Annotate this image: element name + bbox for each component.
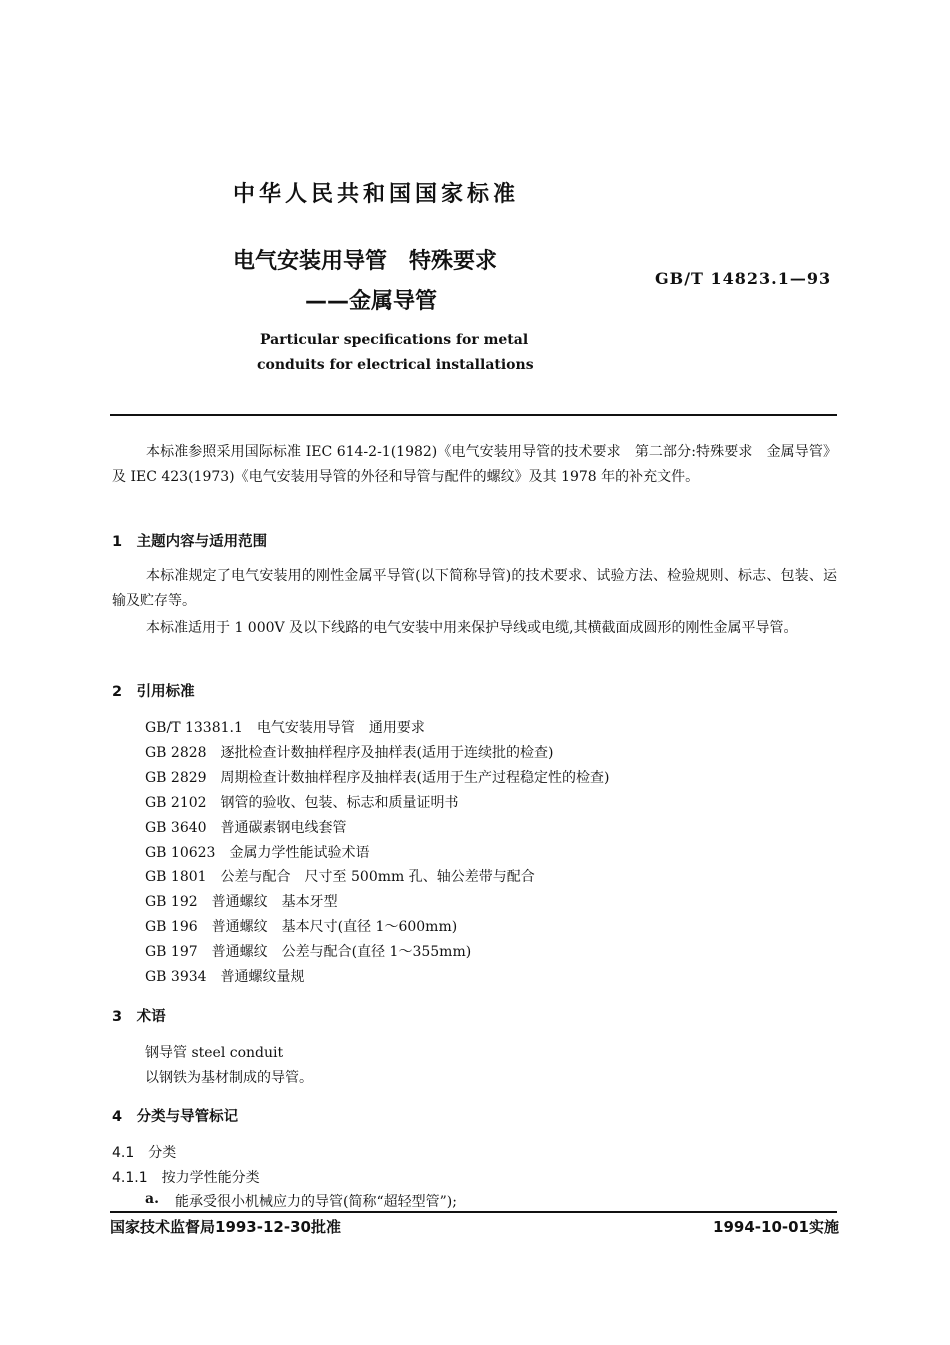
national-standard-title: 中华人民共和国国家标准 [233,182,520,207]
document-title: 电气安装用导管 特殊要求 [233,249,498,274]
section-1-paragraph-2: 本标准适用于 1 000V 及以下线路的电气安装中用来保护导线或电缆,其横截面成圆形的刚性金属平导管。 [146,620,798,636]
footer-divider [110,1211,837,1213]
standard-number: GB/T 14823.1—93 [655,269,832,288]
reference-item: GB 2829 周期检查计数抽样程序及抽样表(适用于生产过程稳定性的检查) [145,770,610,786]
implementation-date: 1994-10-01实施 [713,1218,839,1236]
reference-item: GB 192 普通螺纹 基本牙型 [145,894,338,910]
english-title-line-1: Particular specifications for metal [260,332,529,348]
reference-item: GB 3640 普通碳素钢电线套管 [145,820,347,836]
list-item-text: 能承受很小机械应力的导管(简称“超轻型管”); [175,1194,457,1210]
reference-item: GB 3934 普通螺纹量规 [145,969,305,985]
english-title-line-2: conduits for electrical installations [257,357,534,373]
section-4-heading: 4 分类与导管标记 [112,1109,239,1125]
reference-item: GB/T 13381.1 电气安装用导管 通用要求 [145,720,425,736]
approval-line: 国家技术监督局1993-12-30批准 [110,1218,341,1236]
reference-item: GB 196 普通螺纹 基本尺寸(直径 1～600mm) [145,919,458,935]
reference-item: GB 197 普通螺纹 公差与配合(直径 1～355mm) [145,944,472,960]
list-item-label: a. [145,1191,159,1207]
document-subtitle: ——金属导管 [305,289,438,314]
subsection-4-1-1: 4.1.1 按力学性能分类 [112,1170,260,1186]
header-divider [110,414,837,416]
reference-item: GB 10623 金属力学性能试验术语 [145,845,370,861]
reference-item: GB 2102 钢管的验收、包装、标志和质量证明书 [145,795,459,811]
section-1-paragraph-1: 本标准规定了电气安装用的刚性金属平导管(以下简称导管)的技术要求、试验方法、检验规则、标志、包装、运输及贮存等。 [112,568,837,609]
reference-item: GB 1801 公差与配合 尺寸至 500mm 孔、轴公差带与配合 [145,869,535,885]
term-entry: 钢导管 steel conduit [145,1045,284,1061]
term-definition: 以钢铁为基材制成的导管。 [145,1070,313,1086]
section-3-heading: 3 术语 [112,1009,166,1025]
reference-item: GB 2828 逐批检查计数抽样程序及抽样表(适用于连续批的检查) [145,745,554,761]
intro-paragraph: 本标准参照采用国际标准 IEC 614-2-1(1982)《电气安装用导管的技术要求 第二部分:特殊要求 金属导管》及 IEC 423(1973)《电气安装用导管的外径和导管与配件的螺纹》及其 1978 年的补充文件。 [112,444,837,485]
section-2-heading: 2 引用标准 [112,684,195,700]
subsection-4-1: 4.1 分类 [112,1145,177,1161]
section-1-heading: 1 主题内容与适用范围 [112,534,268,550]
